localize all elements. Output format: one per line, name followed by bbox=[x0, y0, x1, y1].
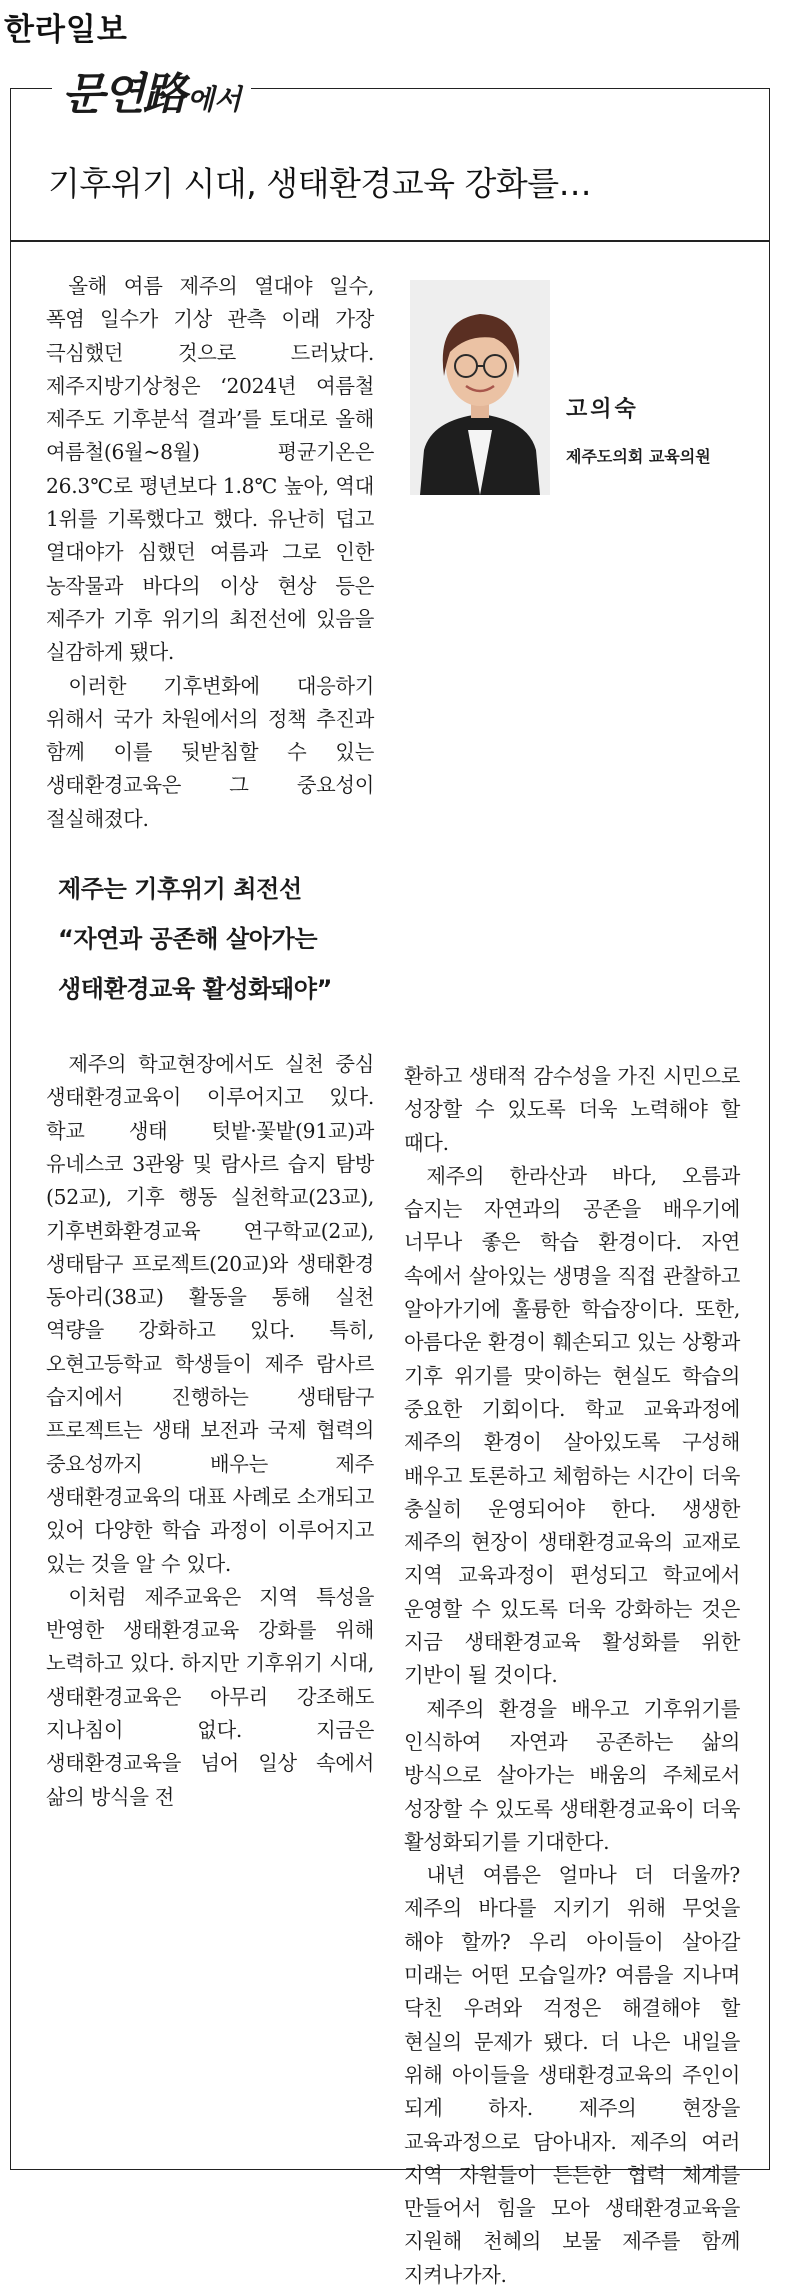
author-photo bbox=[410, 280, 550, 495]
subheading-line: 생태환경교육 활성화돼야” bbox=[58, 975, 332, 1004]
section-label bbox=[52, 58, 251, 122]
article-column-right bbox=[404, 1060, 740, 2292]
author-name: 고의숙 bbox=[566, 397, 639, 422]
newspaper-masthead: 한라일보 bbox=[4, 12, 128, 48]
section-suffix: 에서 bbox=[187, 83, 242, 116]
paragraph: 이러한 기후변화에 대응하기 위해서 국가 차원에서의 정책 추진과 함께 이를 뒷받침할 수 있는 생태환경교육은 그 중요성이 절실해졌다. bbox=[46, 673, 374, 831]
paragraph: 제주의 학교현장에서도 실천 중심 생태환경교육이 이루어지고 있다. 학교 생태 텃밭·꽃밭(91교)과 유네스코 3관왕 및 람사르 습지 탐방(52교), 기후 행동 실천학교(23교), 기후변화환경교육 연구학교(2교), 생태탐구 프로젝트(20교)와 생태환경 동아리(38교) 활동을 통해 실천 역량을 강화하고 있다. 특히, 오현고등학교 학생들이 제주 람사르 습지에서 진행하는 생태탐구 프로젝트는 생태 보전과 국제 협력의 중요성까지 배우는 제주 생태환경교육의 대표 사례로 소개되고 있어 다양한 학습 과정이 이루어지고 있는 것을 알 수 있다. bbox=[46, 1052, 374, 1576]
paragraph: 제주의 한라산과 바다, 오름과 습지는 자연과의 공존을 배우기에 너무나 좋은 학습 환경이다. 자연 속에서 살아있는 생명을 직접 관찰하고 알아가기에 훌륭한 학습장이다. 또한, 아름다운 환경이 훼손되고 있는 상황과 기후 위기를 맞이하는 현실도 학습의 중요한 기회이다. 학교 교육과정에 제주의 환경이 살아있도록 구성해 배우고 토론하고 체험하는 시간이 더욱 충실히 운영되어야 한다. 생생한 제주의 현장이 생태환경교육의 교재로 지역 교육과정이 편성되고 학교에서 운영할 수 있도록 더욱 강화하는 것은 지금 생태환경교육 활성화를 위한 기반이 될 것이다. bbox=[404, 1163, 740, 1688]
paragraph: 올해 여름 제주의 열대야 일수, 폭염 일수가 기상 관측 이래 가장 극심했던 것으로 드러났다. 제주지방기상청은 ‘2024년 여름철 제주도 기후분석 결과’를 토대로 올해 여름철(6월~8월) 평균기온은 26.3℃로 평년보다 1.8℃ 높아, 역대 1위를 기록했다고 했다. 유난히 덥고 열대야가 심했던 여름과 그로 인한 농작물과 바다의 이상 현상 등은 제주가 기후 위기의 최전선에 있음을 실감하게 됐다. bbox=[46, 274, 374, 665]
author-portrait-icon bbox=[410, 280, 550, 495]
paragraph: 환하고 생태적 감수성을 가진 시민으로 성장할 수 있도록 더욱 노력해야 할 때다. bbox=[404, 1064, 740, 1155]
paragraph: 내년 여름은 얼마나 더 더울까? 제주의 바다를 지키기 위해 무엇을 해야 할까? 우리 아이들이 살아갈 미래는 어떤 모습일까? 여름을 지나며 닥친 우려와 걱정은 해결해야 할 현실의 문제가 됐다. 더 나은 내일을 위해 아이들을 생태환경교육의 주인이 되게 하자. 제주의 현장을 교육과정으로 담아내자. 제주의 여러 지역 자원들이 든든한 협력 체계를 만들어서 힘을 모아 생태환경교육을 지원해 천혜의 보물 제주를 함께 지켜나가자. bbox=[404, 1863, 740, 2287]
article-headline: 기후위기 시대, 생태환경교육 강화를… bbox=[48, 164, 592, 203]
subheading-line: 제주는 기후위기 최전선 bbox=[58, 875, 302, 904]
paragraph: 이처럼 제주교육은 지역 특성을 반영한 생태환경교육 강화를 위해 노력하고 있다. 하지만 기후위기 시대, 생태환경교육은 아무리 강조해도 지나침이 없다. 지금은 생태환경교육을 넘어 일상 속에서 삶의 방식을 전 bbox=[46, 1584, 374, 1809]
subheading-line: “자연과 공존해 살아가는 bbox=[58, 925, 318, 954]
article-column-left bbox=[46, 270, 374, 1814]
headline-divider bbox=[10, 240, 770, 242]
subheading bbox=[58, 864, 374, 1014]
paragraph: 제주의 환경을 배우고 기후위기를 인식하여 자연과 공존하는 삶의 방식으로 살아가는 배움의 주체로서 성장할 수 있도록 생태환경교육이 더욱 활성화되기를 기대한다. bbox=[404, 1696, 740, 1854]
section-title: 문연路 bbox=[62, 69, 186, 120]
author-title: 제주도의회 교육의원 bbox=[566, 447, 711, 466]
